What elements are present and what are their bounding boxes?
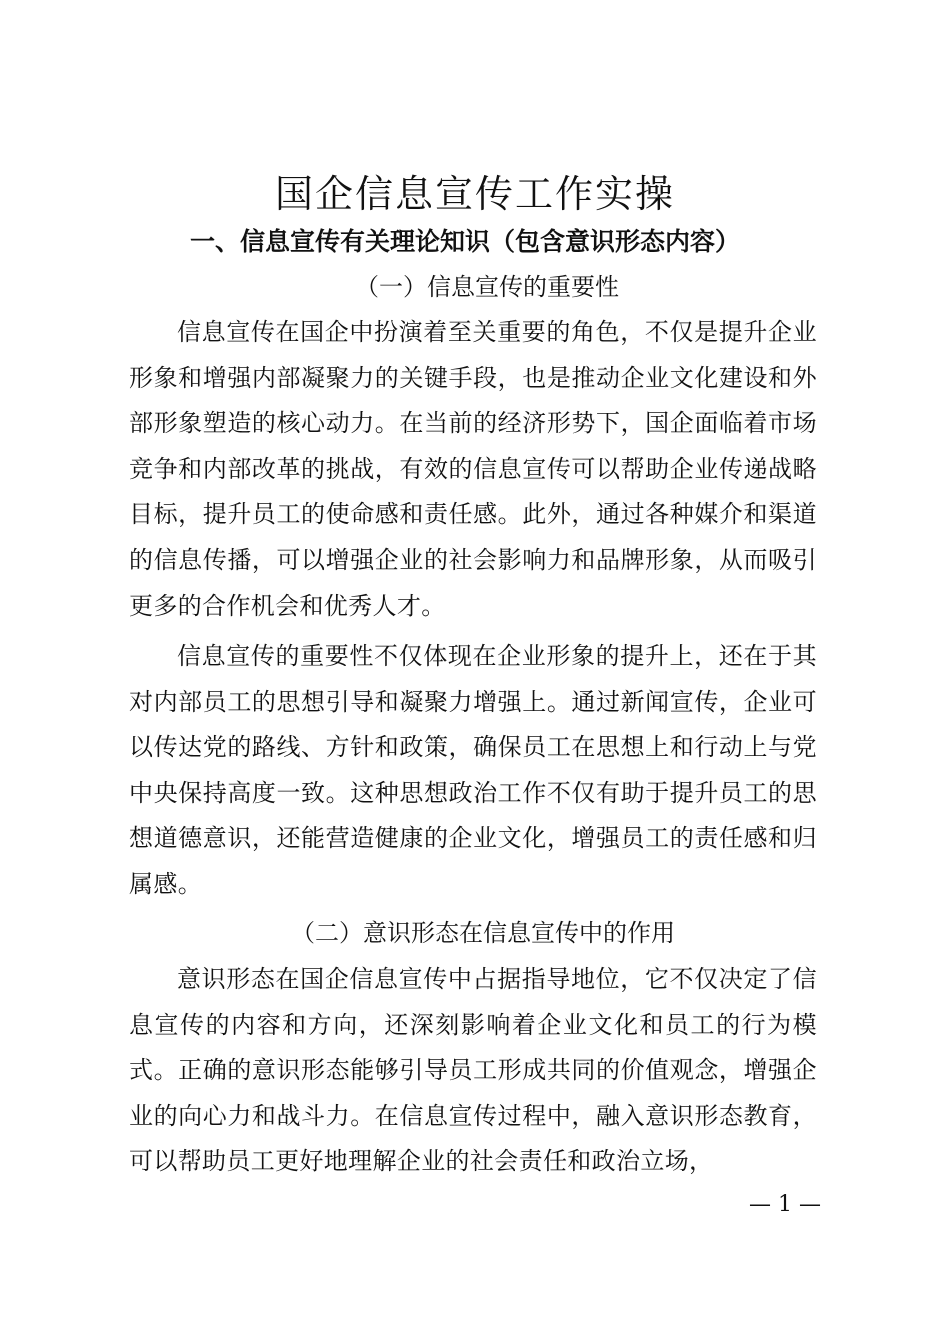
subsection-heading-2: （二）意识形态在信息宣传中的作用 [291,919,675,947]
subsection-heading-1: （一）信息宣传的重要性 [355,273,619,301]
page-number: — 1 — [749,1192,821,1217]
paragraph-3: 意识形态在国企信息宣传中占据指导地位，它不仅决定了信息宣传的内容和方向，还深刻影响着企业文化和员工的行为模式。正确的意识形态能够引导员工形成共同的价值观念，增强企业的向心力和战斗力。在信息宣传过程中，融入意识形态教育，可以帮助员工更好地理解企业的社会责任和政治立场， [129,965,817,1176]
paragraph-2: 信息宣传的重要性不仅体现在企业形象的提升上，还在于其对内部员工的思想引导和凝聚力增强上。通过新闻宣传，企业可以传达党的路线、方针和政策，确保员工在思想上和行动上与党中央保持高度一致。这种思想政治工作不仅有助于提升员工的思想道德意识，还能营造健康的企业文化，增强员工的责任感和归属感。 [129,642,817,898]
section-heading-1: 一、信息宣传有关理论知识（包含意识形态内容） [189,227,740,256]
document-title: 国企信息宣传工作实操 [274,172,675,216]
paragraph-1: 信息宣传在国企中扮演着至关重要的角色，不仅是提升企业形象和增强内部凝聚力的关键手段，也是推动企业文化建设和外部形象塑造的核心动力。在当前的经济形势下，国企面临着市场竞争和内部改革的挑战，有效的信息宣传可以帮助企业传递战略目标，提升员工的使命感和责任感。此外，通过各种媒介和渠道的信息传播，可以增强企业的社会影响力和品牌形象，从而吸引更多的合作机会和优秀人才。 [129,318,817,620]
